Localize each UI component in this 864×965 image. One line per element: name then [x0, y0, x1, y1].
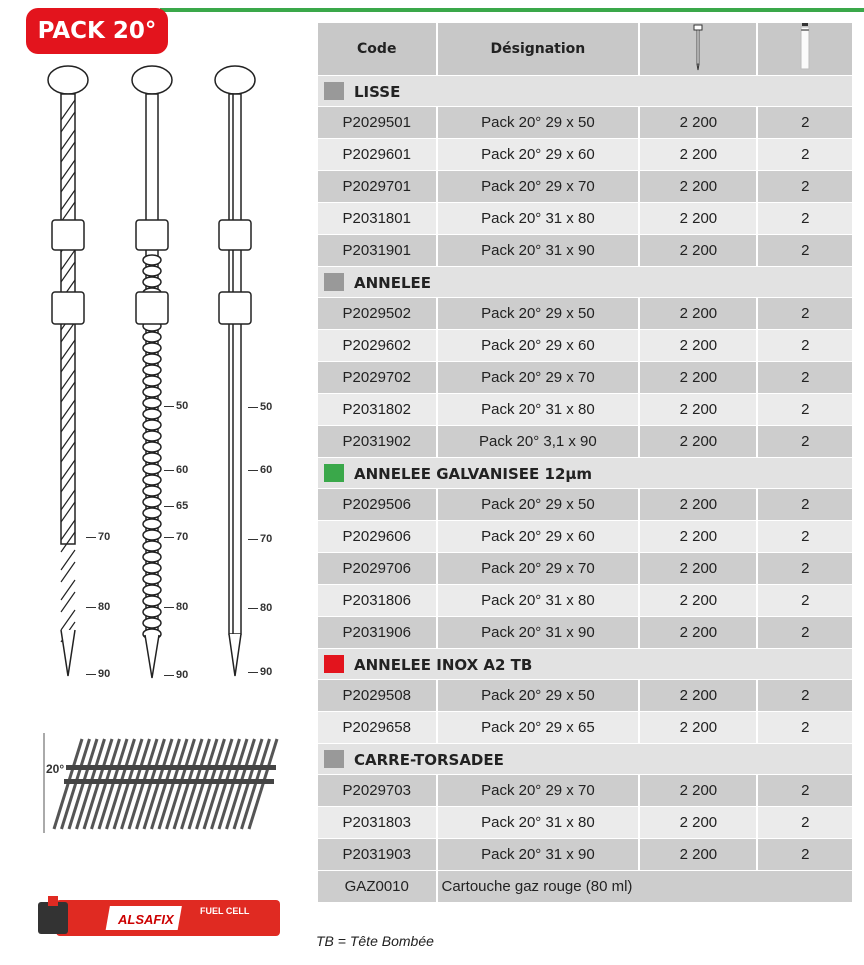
- quantity-cell: 2 200: [640, 298, 756, 329]
- section-cell: [318, 267, 852, 297]
- col-quantity: [640, 23, 756, 75]
- box-cell: 2: [758, 139, 852, 170]
- table-row: [318, 298, 852, 329]
- designation-cell: Pack 20° 29 x 50: [438, 680, 639, 711]
- code-cell: P2029703: [318, 775, 436, 806]
- code-cell: P2029506: [318, 489, 436, 520]
- code-cell: P2031903: [318, 839, 436, 870]
- designation-cell: Pack 20° 31 x 90: [438, 839, 639, 870]
- table-row: [318, 426, 852, 457]
- section-color-swatch: [324, 273, 344, 291]
- code-cell: P2029601: [318, 139, 436, 170]
- box-cell: 2: [758, 712, 852, 743]
- gas-cartridge-image: [38, 894, 282, 940]
- table-row: [318, 680, 852, 711]
- box-cell: 2: [758, 585, 852, 616]
- table-row: [318, 171, 852, 202]
- designation-cell: Pack 20° 29 x 70: [438, 775, 639, 806]
- quantity-cell: 2 200: [640, 489, 756, 520]
- quantity-cell: 2 200: [640, 139, 756, 170]
- code-cell: P2029701: [318, 171, 436, 202]
- section-cell: [318, 76, 852, 106]
- quantity-cell: 2 200: [640, 807, 756, 838]
- designation-cell: Pack 20° 31 x 80: [438, 394, 639, 425]
- box-cell: 2: [758, 489, 852, 520]
- section-title: CARRE-TORSADEE: [354, 750, 504, 769]
- section-header: [318, 744, 852, 774]
- designation-cell: Pack 20° 31 x 90: [438, 617, 639, 648]
- col-box: [758, 23, 852, 75]
- section-cell: [318, 744, 852, 774]
- product-table: [316, 22, 854, 903]
- quantity-cell: 2 200: [640, 680, 756, 711]
- designation-cell: Pack 20° 29 x 70: [438, 171, 639, 202]
- box-cell: 2: [758, 553, 852, 584]
- scale-label: 60: [248, 464, 272, 476]
- col-designation: Désignation: [438, 23, 639, 75]
- quantity-cell: 2 200: [640, 521, 756, 552]
- quantity-cell: 2 200: [640, 712, 756, 743]
- quantity-cell: 2 200: [640, 426, 756, 457]
- box-cell: 2: [758, 330, 852, 361]
- designation-cell: Pack 20° 29 x 65: [438, 712, 639, 743]
- nail-icon: [692, 23, 704, 71]
- table-row: [318, 235, 852, 266]
- quantity-cell: 2 200: [640, 235, 756, 266]
- footnote: TB = Tête Bombée: [316, 933, 434, 949]
- code-cell: P2031802: [318, 394, 436, 425]
- designation-cell: Pack 20° 29 x 70: [438, 553, 639, 584]
- quantity-cell: 2 200: [640, 839, 756, 870]
- scale-label: 90: [164, 669, 188, 681]
- table-row: [318, 521, 852, 552]
- code-cell: P2029606: [318, 521, 436, 552]
- section-header: [318, 267, 852, 297]
- table-row: [318, 330, 852, 361]
- angle-label: 20°: [46, 762, 65, 776]
- section-cell: [318, 649, 852, 679]
- table-row: [318, 362, 852, 393]
- gas-brand: ALSAFIX: [118, 912, 174, 927]
- table-row-gas: [318, 871, 852, 902]
- designation-cell: Pack 20° 29 x 60: [438, 521, 639, 552]
- table-row: [318, 617, 852, 648]
- designation-cell: Pack 20° 29 x 70: [438, 362, 639, 393]
- box-cell: 2: [758, 107, 852, 138]
- section-color-swatch: [324, 655, 344, 673]
- section-header: [318, 458, 852, 488]
- box-cell: 2: [758, 298, 852, 329]
- box-cell: 2: [758, 807, 852, 838]
- box-cell: 2: [758, 521, 852, 552]
- scale-label: 80: [164, 601, 188, 613]
- scale-label: 80: [86, 601, 110, 613]
- box-cell: 2: [758, 426, 852, 457]
- ringed-nail-icon: [132, 66, 172, 678]
- scale-label: 90: [248, 666, 272, 678]
- section-color-swatch: [324, 82, 344, 100]
- section-cell: [318, 458, 852, 488]
- section-color-swatch: [324, 464, 344, 482]
- scale-label: 70: [164, 531, 188, 543]
- box-cell: 2: [758, 171, 852, 202]
- scale-label: 80: [248, 602, 272, 614]
- section-title: LISSE: [354, 82, 401, 101]
- table-header: [318, 23, 852, 75]
- table-row: [318, 553, 852, 584]
- designation-cell: Pack 20° 31 x 80: [438, 203, 639, 234]
- designation-cell: Pack 20° 29 x 50: [438, 107, 639, 138]
- nail-strip-image: [42, 733, 282, 833]
- smooth-nail-icon: [215, 66, 255, 676]
- quantity-cell: 2 200: [640, 362, 756, 393]
- table-row: [318, 203, 852, 234]
- scale-label: 50: [248, 401, 272, 413]
- quantity-cell: 2 200: [640, 330, 756, 361]
- designation-cell: Pack 20° 29 x 60: [438, 139, 639, 170]
- quantity-cell: 2 200: [640, 585, 756, 616]
- code-cell: P2029502: [318, 298, 436, 329]
- box-cell: 2: [758, 775, 852, 806]
- designation-cell: Pack 20° 29 x 60: [438, 330, 639, 361]
- quantity-cell: 2 200: [640, 107, 756, 138]
- code-cell: P2029658: [318, 712, 436, 743]
- box-cell: 2: [758, 235, 852, 266]
- box-cell: 2: [758, 617, 852, 648]
- code-cell: P2029706: [318, 553, 436, 584]
- scale-label: 90: [86, 668, 110, 680]
- code-cell: P2029501: [318, 107, 436, 138]
- section-title: ANNELEE GALVANISEE 12µm: [354, 464, 593, 483]
- code-cell: P2029508: [318, 680, 436, 711]
- quantity-cell: 2 200: [640, 203, 756, 234]
- table-row: [318, 807, 852, 838]
- quantity-cell: 2 200: [640, 617, 756, 648]
- designation-cell: Pack 20° 31 x 90: [438, 235, 639, 266]
- pack-badge: PACK 20°: [26, 8, 168, 54]
- code-cell: P2031906: [318, 617, 436, 648]
- twisted-nail-icon: [48, 66, 88, 676]
- table-row: [318, 489, 852, 520]
- scale-label: 65: [164, 500, 188, 512]
- code-cell: P2031801: [318, 203, 436, 234]
- designation-cell: Pack 20° 31 x 80: [438, 807, 639, 838]
- code-cell: P2031901: [318, 235, 436, 266]
- nail-illustrations: [0, 60, 300, 690]
- section-header: [318, 649, 852, 679]
- scale-label: 50: [164, 400, 188, 412]
- table-row: [318, 394, 852, 425]
- code-cell: P2029602: [318, 330, 436, 361]
- box-cell: 2: [758, 839, 852, 870]
- code-cell: P2031902: [318, 426, 436, 457]
- quantity-cell: 2 200: [640, 394, 756, 425]
- col-code: Code: [318, 23, 436, 75]
- box-cell: 2: [758, 680, 852, 711]
- designation-cell: Pack 20° 31 x 80: [438, 585, 639, 616]
- section-title: ANNELEE: [354, 273, 432, 292]
- section-color-swatch: [324, 750, 344, 768]
- code-cell: GAZ0010: [318, 871, 436, 902]
- box-cell: 2: [758, 203, 852, 234]
- code-cell: P2031806: [318, 585, 436, 616]
- gas-cartridge-icon: [799, 23, 811, 71]
- quantity-cell: 2 200: [640, 171, 756, 202]
- table-row: [318, 712, 852, 743]
- table-row: [318, 839, 852, 870]
- table-row: [318, 775, 852, 806]
- designation-cell: Pack 20° 29 x 50: [438, 489, 639, 520]
- scale-label: 70: [86, 531, 110, 543]
- scale-label: 60: [164, 464, 188, 476]
- section-title: ANNELEE INOX A2 TB: [354, 655, 533, 674]
- table-row: [318, 585, 852, 616]
- code-cell: P2031803: [318, 807, 436, 838]
- designation-cell: Cartouche gaz rouge (80 ml): [438, 871, 853, 902]
- gas-product: FUEL CELL: [200, 906, 250, 916]
- quantity-cell: 2 200: [640, 775, 756, 806]
- designation-cell: Pack 20° 29 x 50: [438, 298, 639, 329]
- box-cell: 2: [758, 394, 852, 425]
- table-row: [318, 139, 852, 170]
- designation-cell: Pack 20° 3,1 x 90: [438, 426, 639, 457]
- code-cell: P2029702: [318, 362, 436, 393]
- box-cell: 2: [758, 362, 852, 393]
- table-row: [318, 107, 852, 138]
- section-header: [318, 76, 852, 106]
- header-rule: [160, 8, 864, 12]
- quantity-cell: 2 200: [640, 553, 756, 584]
- scale-label: 70: [248, 533, 272, 545]
